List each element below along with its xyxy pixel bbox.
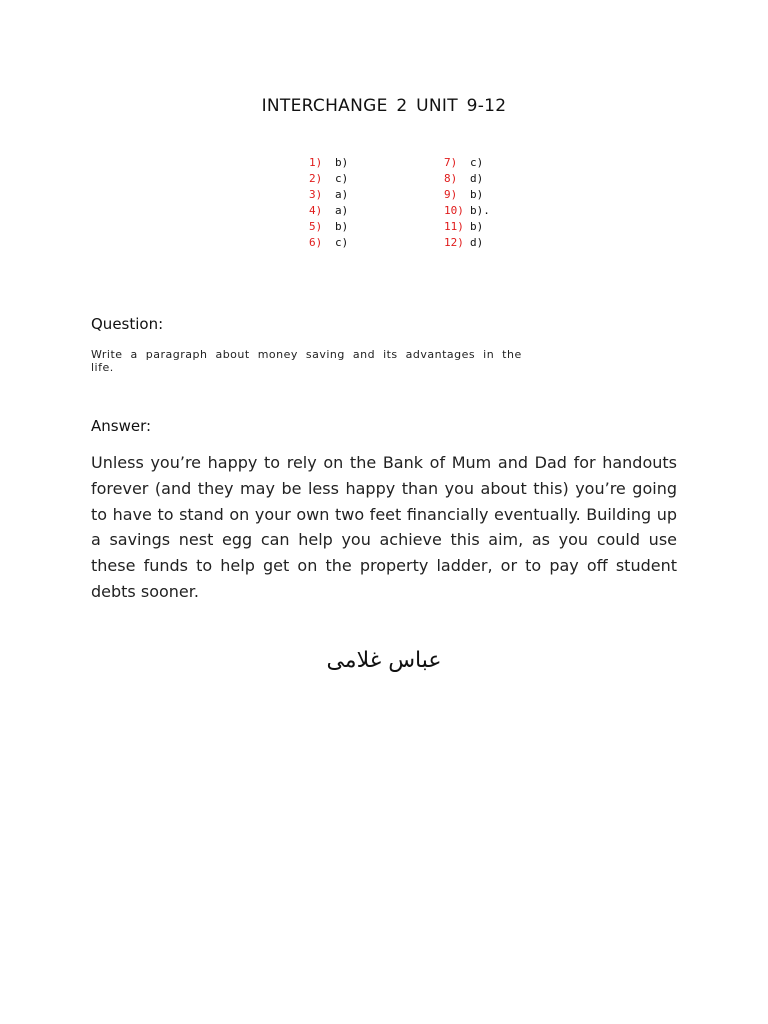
- answer-key-row: [444, 219, 490, 235]
- answer-value: c): [470, 156, 484, 169]
- answer-key-row: [444, 155, 490, 171]
- answer-key-row: [309, 155, 348, 171]
- answer-key-row: [309, 171, 348, 187]
- answer-value: a): [335, 188, 349, 201]
- answer-key-row: [309, 187, 348, 203]
- answer-key-row: [444, 203, 490, 219]
- answer-key-row: [309, 219, 348, 235]
- answer-key-row: [444, 187, 490, 203]
- answer-value: b): [470, 188, 484, 201]
- answer-value: b): [335, 220, 349, 233]
- answer-key-left-column: [309, 155, 348, 251]
- answer-value: c): [335, 172, 349, 185]
- answer-number: 7): [444, 156, 458, 169]
- answer-value: d): [470, 236, 484, 249]
- answer-key-row: [309, 203, 348, 219]
- answer-value: b): [335, 156, 349, 169]
- answer-number: 8): [444, 172, 458, 185]
- answer-number: 10): [444, 204, 464, 217]
- answer-number: 9): [444, 188, 458, 201]
- answer-number: 4): [309, 204, 323, 217]
- answer-value: c): [335, 236, 349, 249]
- answer-number: 3): [309, 188, 323, 201]
- answer-heading: Answer:: [91, 417, 152, 435]
- answer-value: b): [470, 220, 484, 233]
- answer-number: 12): [444, 236, 464, 249]
- answer-paragraph: Unless you’re happy to rely on the Bank of Mum and Dad for handouts forever (and they may be less happy than you about this) you’re going to have to stand on your own two feet financially eventually. Building up a savings nest egg can help you achieve this aim, as you could use these funds to help get on the property ladder, or to pay off student debts sooner.: [91, 453, 677, 601]
- question-text: Write a paragraph about money saving and its advantages in the life.: [91, 348, 522, 374]
- answer-value: b).: [470, 204, 490, 217]
- answer-number: 2): [309, 172, 323, 185]
- answer-number: 5): [309, 220, 323, 233]
- author-signature: عباس غلامی: [326, 648, 442, 673]
- answer-number: 11): [444, 220, 464, 233]
- answer-value: d): [470, 172, 484, 185]
- answer-key-row: [444, 235, 490, 251]
- answer-key-row: [444, 171, 490, 187]
- answer-number: 1): [309, 156, 323, 169]
- question-heading: Question:: [91, 315, 164, 333]
- answer-value: a): [335, 204, 349, 217]
- answer-key-row: [309, 235, 348, 251]
- answer-key-right-column: [444, 155, 490, 251]
- answer-number: 6): [309, 236, 323, 249]
- document-title: INTERCHANGE 2 UNIT 9-12: [261, 96, 507, 116]
